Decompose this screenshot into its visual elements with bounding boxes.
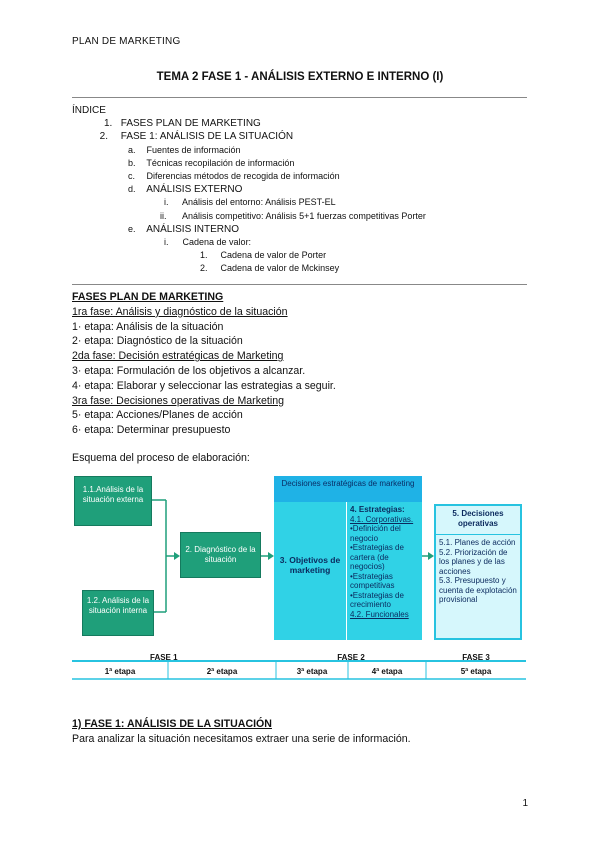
index-text: FASE 1: ANÁLISIS DE LA SITUACIÓN: [120, 131, 294, 143]
estrategias-item: •Definición del negocio: [350, 524, 401, 543]
index-heading: ÍNDICE: [72, 105, 106, 116]
operativas-item: 5.3. Presupuesto y cuenta de explotación provisional: [439, 576, 517, 604]
divider: [72, 284, 527, 285]
estrategias-title: 4. Estrategias:: [350, 505, 405, 514]
index-marker: ii.: [160, 210, 167, 221]
operativas-list: [436, 535, 520, 608]
section1-heading: 1) FASE 1: ANÁLISIS DE LA SITUACIÓN: [72, 718, 272, 730]
estrategias-item: •Estrategias de crecimiento: [350, 590, 404, 609]
index-subitem: [72, 223, 426, 236]
estrategias-item: 4.1. Corporativas.: [350, 514, 414, 524]
index-text: Técnicas recopilación de información: [146, 157, 295, 168]
etapa-label: 2ª etapa: [206, 667, 238, 676]
etapa-line: 1· etapa: Análisis de la situación: [72, 320, 224, 333]
index-marker: a.: [128, 144, 136, 155]
estrategias-item: •Estrategias competitivas: [350, 571, 395, 590]
index-subitem: [72, 196, 426, 209]
process-diagram: [68, 474, 528, 684]
index-marker: 1.: [104, 118, 113, 130]
index-marker: 2.: [99, 131, 108, 143]
fase-line: 3ra fase: Decisiones operativas de Marketing: [72, 394, 284, 407]
index-marker: i.: [164, 237, 169, 248]
index-text: ANÁLISIS EXTERNO: [146, 184, 243, 196]
index-text: Cadena de valor de Mckinsey: [220, 263, 340, 274]
header-decisiones-estrategicas: Decisiones estratégicas de marketing: [274, 476, 422, 502]
box-objetivos: 3. Objetivos de marketing: [274, 502, 346, 640]
esquema-caption: Esquema del proceso de elaboración:: [72, 452, 250, 464]
phase-label: FASE 2: [337, 653, 365, 662]
etapa-line: 2· etapa: Diagnóstico de la situación: [72, 335, 243, 348]
section1-text: Para analizar la situación necesitamos extraer una serie de información.: [72, 733, 411, 745]
etapa-label: 5ª etapa: [460, 667, 492, 676]
index-subitem: [72, 183, 426, 196]
index-subitem: [72, 170, 426, 183]
operativas-item: 5.2. Priorización de los planes y de las acciones: [439, 547, 508, 576]
index-marker: b.: [128, 157, 136, 168]
box-decisiones-operativas: [434, 504, 522, 640]
index-text: ANÁLISIS INTERNO: [146, 223, 240, 235]
etapa-label: 3ª etapa: [296, 667, 328, 676]
index-subitem: [72, 157, 426, 170]
index-subitem: [72, 210, 426, 223]
operativas-title: 5. Decisiones operativas: [436, 506, 520, 535]
index-text: Análisis competitivo: Análisis 5+1 fuerzas competitivas Porter: [182, 210, 426, 221]
index-subitem: [72, 262, 426, 275]
page-header: PLAN DE MARKETING: [72, 36, 181, 47]
box-diagnostico: 2. Diagnóstico de la situación: [180, 532, 261, 578]
etapa-label: 4ª etapa: [371, 667, 403, 676]
fases-heading: FASES PLAN DE MARKETING: [72, 291, 224, 303]
index-subitem: [72, 236, 426, 249]
index-text: Diferencias métodos de recogida de información: [146, 171, 340, 182]
index-text: FASES PLAN DE MARKETING: [120, 118, 261, 130]
index-text: Cadena de valor de Porter: [220, 250, 327, 261]
fase-line: 2da fase: Decisión estratégicas de Marketing: [72, 350, 284, 363]
operativas-item: 5.1. Planes de acción: [439, 538, 516, 547]
etapa-line: 4· etapa: Elaborar y seleccionar las estrategias a seguir.: [72, 379, 336, 392]
box-estrategias: [346, 502, 422, 640]
index-text: Fuentes de información: [146, 144, 241, 155]
etapa-line: 3· etapa: Formulación de los objetivos a alcanzar.: [72, 364, 306, 377]
index-subitem: [72, 144, 426, 157]
index-item: [72, 117, 426, 130]
phase-label: FASE 3: [462, 653, 490, 662]
etapa-label: 1ª etapa: [104, 667, 136, 676]
etapa-line: 6· etapa: Determinar presupuesto: [72, 424, 231, 437]
index-marker: 2.: [200, 263, 208, 274]
box-analisis-externa: 1.1.Análisis de la situación externa: [74, 476, 152, 526]
fases-section: [72, 290, 336, 438]
index-marker: d.: [128, 184, 136, 195]
etapa-line: 5· etapa: Acciones/Planes de acción: [72, 409, 243, 422]
page-title: TEMA 2 FASE 1 - ANÁLISIS EXTERNO E INTERNO (I): [156, 71, 444, 83]
index-subitem: [72, 249, 426, 262]
index-marker: i.: [164, 197, 169, 208]
page-number: 1: [522, 798, 528, 809]
index-marker: 1.: [200, 250, 208, 261]
index-item: [72, 130, 426, 143]
index-marker: e.: [128, 223, 136, 234]
phase-label: FASE 1: [150, 653, 178, 662]
index: [72, 104, 426, 276]
index-text: Cadena de valor:: [182, 237, 252, 248]
box-analisis-interna: 1.2. Análisis de la situación interna: [82, 590, 154, 636]
estrategias-item: 4.2. Funcionales: [350, 609, 409, 619]
index-marker: c.: [128, 171, 136, 182]
estrategias-item: •Estrategias de cartera (de negocios): [350, 543, 404, 571]
divider: [72, 97, 527, 98]
fase-line: 1ra fase: Análisis y diagnóstico de la situación: [72, 305, 288, 318]
index-text: Análisis del entorno: Análisis PEST-EL: [182, 197, 336, 208]
